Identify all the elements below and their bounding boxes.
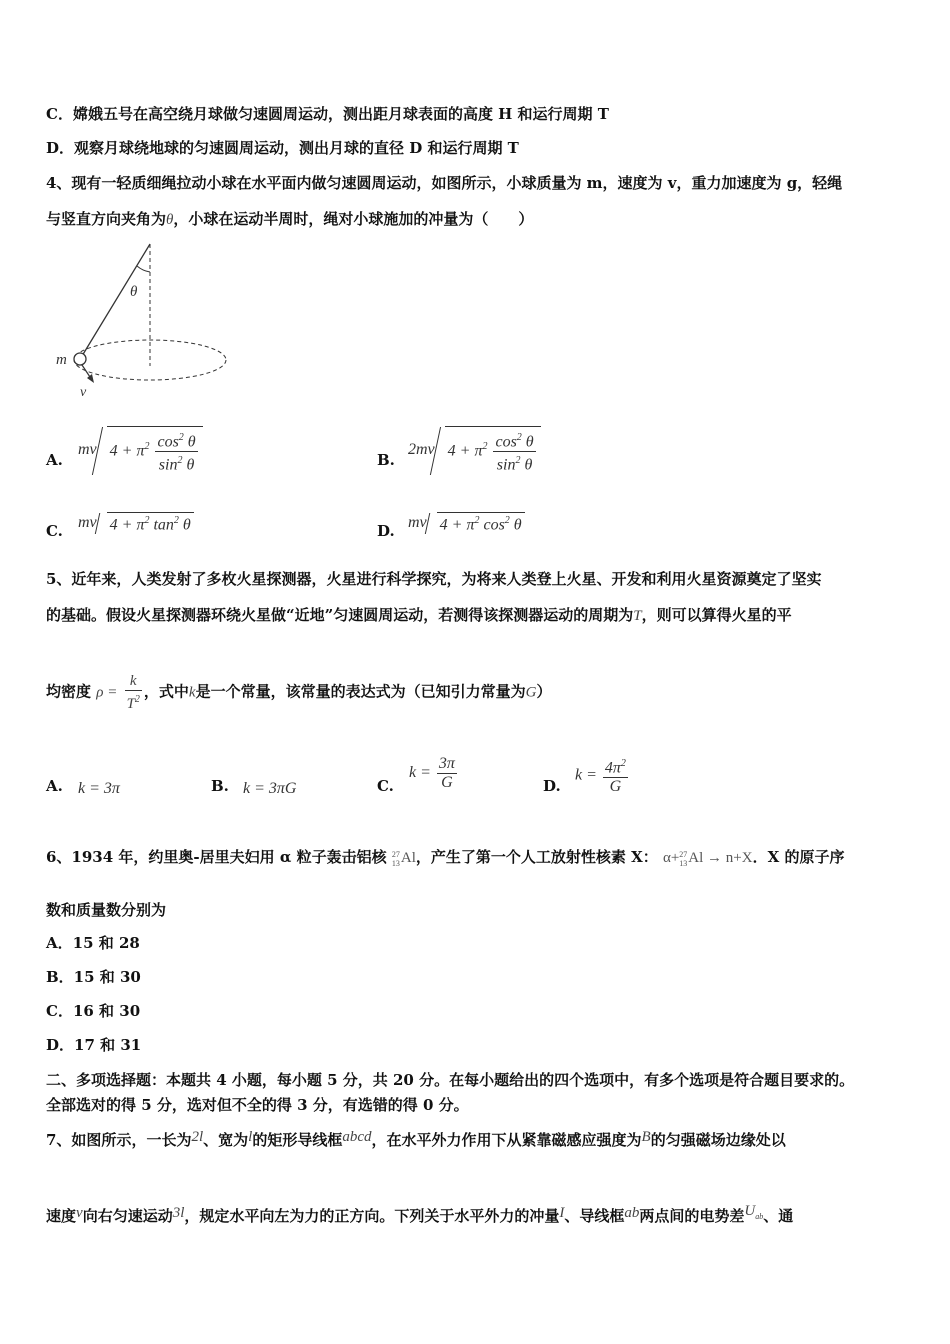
q7-text: 速度 — [46, 1207, 77, 1225]
sqrt — [437, 512, 525, 534]
q5-stem-line3 — [46, 672, 906, 713]
period-symbol: T — [633, 608, 642, 624]
angle-label: θ — [130, 284, 138, 300]
q4-option-c-formula — [78, 512, 194, 534]
density-fraction: $\frac{k}{T^2}$ — [126, 673, 140, 712]
exponent: 2 — [504, 515, 510, 526]
section2-line1: 二、多项选择题：本题共 4 小题，每小题 5 分，共 20 分。在每小题给出的四个选项中，有多个选项是符合题目要求的。 — [46, 1071, 855, 1089]
aluminum-nucleus — [392, 850, 416, 866]
q5-option-c-formula — [409, 755, 459, 792]
exponent: 2 — [144, 515, 150, 526]
q5-option-c-label: C. — [377, 777, 394, 795]
exponent: 2 — [474, 515, 480, 526]
q4-option-d-formula — [408, 512, 525, 534]
fraction — [493, 429, 535, 475]
exponent: 2 — [516, 432, 522, 443]
q4-option-a-formula — [78, 426, 203, 475]
sqrt — [445, 426, 541, 475]
theta-symbol: θ — [166, 212, 174, 228]
q6-option-c: C．16 和 30 — [46, 1002, 141, 1020]
q5-stem-line1: 5、近年来，人类发射了多枚火星探测器，火星进行科学探究，为将来人类登上火星、开发和利用火星资源奠定了坚实 — [46, 570, 822, 588]
element-symbol: Al — [400, 850, 416, 866]
impulse-symbol: I — [559, 1205, 565, 1221]
numerator-func: cos — [157, 433, 179, 451]
fraction — [155, 429, 197, 475]
q5-option-d-label: D. — [543, 777, 561, 795]
q3-option-d: D．观察月球绕地球的匀速圆周运动，测出月球的直径 D 和运行周期 T — [46, 139, 519, 157]
q7-text: 、宽为 — [203, 1131, 249, 1149]
numerator: 4π — [604, 759, 621, 777]
u-symbol: U — [744, 1203, 756, 1219]
q4-stem-text-end: ，小球在运动半周时，绳对小球施加的冲量为（ ） — [173, 210, 534, 228]
q7-text: ，规定水平向左为力的正方向。下列关于水平外力的冲量 — [184, 1207, 560, 1225]
frame-symbol: abcd — [342, 1129, 372, 1145]
q6-text: 6、1934 年，约里奥-居里夫妇用 α 粒子轰击铝核 — [46, 848, 387, 866]
atomic-number: 13 — [679, 858, 688, 868]
q5-stem-line2 — [46, 604, 906, 625]
ball — [74, 353, 86, 365]
q7-text: ，在水平外力作用下从紧靠磁感应强度为 — [371, 1131, 642, 1149]
q6-option-a: A．15 和 28 — [46, 934, 140, 952]
q7-text: 、通 — [763, 1207, 794, 1225]
rope-line — [82, 244, 150, 356]
distance-symbol: 3l — [172, 1205, 185, 1221]
q4-option-a-label: A. — [46, 451, 63, 469]
denominator: T — [126, 696, 135, 712]
formula-prefix: mv — [408, 513, 427, 531]
lhs: k = — [409, 764, 431, 782]
denominator-func: sin — [158, 456, 178, 474]
nuclear-reaction-equation — [663, 850, 753, 866]
sqrt — [107, 426, 203, 475]
q5-text: ，式中 — [143, 682, 189, 701]
angle-arc — [137, 266, 150, 272]
k-symbol: k — [188, 684, 196, 701]
q5-text-end: ，则可以算得火星的平 — [641, 606, 792, 624]
g-symbol: G — [525, 684, 537, 701]
q5-option-a-formula: k = 3π — [78, 780, 120, 797]
exponent: 2 — [482, 441, 488, 453]
formula-prefix: mv — [78, 441, 97, 458]
conical-pendulum-figure — [46, 238, 246, 403]
numerator-func: cos — [495, 433, 517, 451]
variable: θ — [182, 516, 191, 534]
q6-option-d: D．17 和 31 — [46, 1036, 142, 1054]
numerator: 3π — [438, 755, 455, 772]
velocity-arrowhead — [87, 374, 94, 383]
q7-stem-line1 — [46, 1129, 906, 1150]
numerator: k — [125, 672, 142, 691]
field-symbol: B — [641, 1129, 651, 1145]
section2-line2: 全部选对的得 5 分，选对但不全的得 3 分，有选错的得 0 分。 — [46, 1096, 469, 1114]
length-symbol: 2l — [191, 1129, 204, 1145]
sqrt-inner: 4 + π — [439, 516, 475, 534]
atomic-number: 13 — [391, 858, 400, 868]
circular-path — [74, 340, 226, 380]
q4-stem-text: 与竖直方向夹角为 — [46, 210, 167, 228]
function: tan — [153, 516, 174, 534]
q7-text: 的矩形导线框 — [252, 1131, 343, 1149]
q4-option-d-label: D. — [377, 522, 395, 540]
reaction-right: → n+X — [707, 850, 753, 866]
potential-difference-symbol — [744, 1203, 763, 1219]
variable: θ — [513, 516, 522, 534]
density-equation: ρ = — [96, 684, 118, 701]
q7-text: 两点间的电势差 — [639, 1207, 745, 1225]
denominator: G — [441, 774, 453, 791]
variable: θ — [525, 433, 534, 451]
q6-stem-line1 — [46, 846, 906, 868]
exponent: 2 — [144, 441, 150, 453]
formula-prefix: 2mv — [408, 441, 435, 458]
q5-option-d-formula — [575, 755, 630, 796]
exponent: 2 — [178, 432, 184, 443]
q7-text: 、导线框 — [564, 1207, 625, 1225]
q6-text: ，产生了第一个人工放射性核素 X： — [415, 848, 658, 866]
exponent: 2 — [173, 515, 179, 526]
q5-option-b-formula: k = 3πG — [243, 780, 297, 797]
width-symbol: l — [248, 1129, 253, 1145]
denominator: G — [609, 778, 622, 796]
q4-stem-line2 — [46, 208, 906, 229]
function: cos — [483, 516, 505, 534]
lhs: k = — [575, 766, 597, 784]
q4-stem-line1: 4、现有一轻质细绳拉动小球在水平面内做匀速圆周运动，如图所示，小球质量为 m，速度为 v，重力加速度为 g，轻绳 — [46, 174, 843, 192]
q7-stem-line2 — [46, 1203, 906, 1226]
sqrt-inner: 4 + π — [447, 442, 483, 460]
denominator-func: sin — [496, 456, 516, 474]
mass-number: 27 — [391, 849, 400, 859]
q5-option-b-label: B. — [211, 777, 229, 795]
ab-symbol: ab — [624, 1205, 640, 1221]
q4-option-c-label: C. — [46, 522, 63, 540]
fraction — [603, 755, 628, 796]
q6-option-b: B．15 和 30 — [46, 968, 141, 986]
sqrt-inner: 4 + π — [109, 516, 145, 534]
q7-text: 向右匀速运动 — [82, 1207, 173, 1225]
variable: θ — [186, 456, 195, 474]
q6-stem-line2: 数和质量数分别为 — [46, 901, 167, 919]
q5-text: 均密度 — [46, 682, 92, 701]
fraction — [437, 755, 457, 792]
mass-number: 27 — [679, 849, 688, 859]
q4-option-b-label: B. — [377, 451, 395, 469]
reaction-left: α+ — [662, 850, 680, 866]
exponent: 2 — [177, 455, 183, 467]
exponent: 2 — [620, 758, 626, 769]
formula-prefix: mv — [78, 513, 97, 531]
sqrt — [107, 512, 194, 534]
u-subscript: ab — [755, 1212, 764, 1221]
velocity-label: v — [80, 385, 87, 400]
velocity-symbol: v — [76, 1205, 83, 1221]
q7-text: 7、如图所示，一长为 — [46, 1131, 192, 1149]
q7-text: 的匀强磁场边缘处以 — [650, 1131, 786, 1149]
q5-text: 是一个常量，该常量的表达式为（已知引力常量为 — [195, 682, 526, 701]
sqrt-inner: 4 + π — [109, 442, 145, 460]
variable: θ — [187, 433, 196, 451]
mass-label: m — [56, 352, 67, 368]
q6-text: ．X 的原子序 — [752, 848, 845, 866]
q5-option-a-label: A. — [46, 777, 63, 795]
q5-text: 的基础。假设火星探测器环绕火星做“近地”匀速圆周运动，若测得该探测器运动的周期为 — [46, 606, 634, 624]
q4-option-b-formula — [408, 426, 541, 475]
variable: θ — [524, 456, 533, 474]
exponent: 2 — [515, 455, 521, 467]
q5-text: ） — [536, 682, 552, 701]
element-symbol: Al — [688, 850, 704, 866]
q3-option-c: C．嫦娥五号在高空绕月球做匀速圆周运动，测出距月球表面的高度 H 和运行周期 T — [46, 105, 609, 123]
